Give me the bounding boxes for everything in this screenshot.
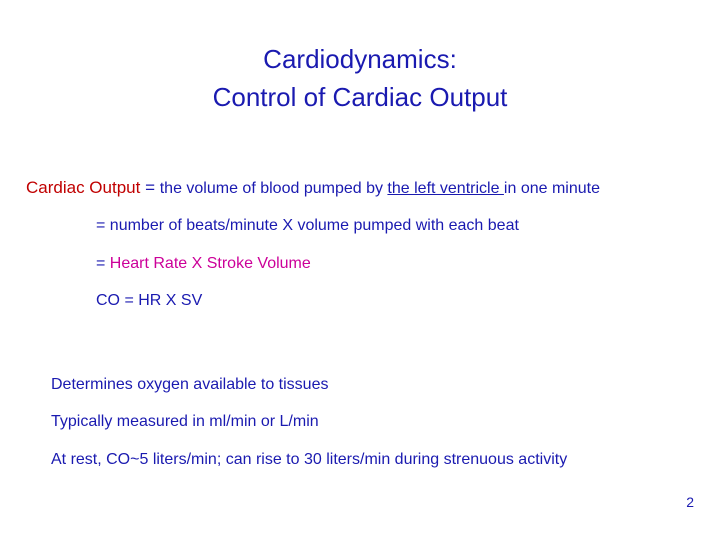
- slide-title-line-1: Cardiodynamics:: [263, 44, 457, 74]
- beats-volume-line: = number of beats/minute X volume pumped with each beat: [96, 217, 519, 234]
- page-number: 2: [686, 494, 694, 510]
- definition-underlined-text: the left ventricle: [387, 180, 504, 197]
- heart-rate-stroke-volume-text: Heart Rate X Stroke Volume: [109, 255, 311, 272]
- formula-line: CO = HR X SV: [96, 292, 203, 309]
- fact-item-measurement: Typically measured in ml/min or L/min: [51, 413, 319, 430]
- definition-term: Cardiac Output: [26, 178, 141, 197]
- heart-rate-line: [96, 252, 311, 276]
- fact-item-rest-values: At rest, CO~5 liters/min; can rise to 30 liters/min during strenuous activity: [51, 451, 568, 468]
- fact-item-oxygen: Determines oxygen available to tissues: [51, 376, 329, 393]
- heart-rate-line-prefix: =: [96, 255, 110, 272]
- definition-equals: =: [140, 178, 160, 197]
- definition-text-part-1: the volume of blood pumped by: [159, 180, 388, 197]
- definition-text-part-2: in one minute: [503, 180, 600, 197]
- slide-title-line-2: Control of Cardiac Output: [212, 82, 508, 112]
- definition-line: [26, 176, 600, 201]
- slide-title: [0, 40, 720, 116]
